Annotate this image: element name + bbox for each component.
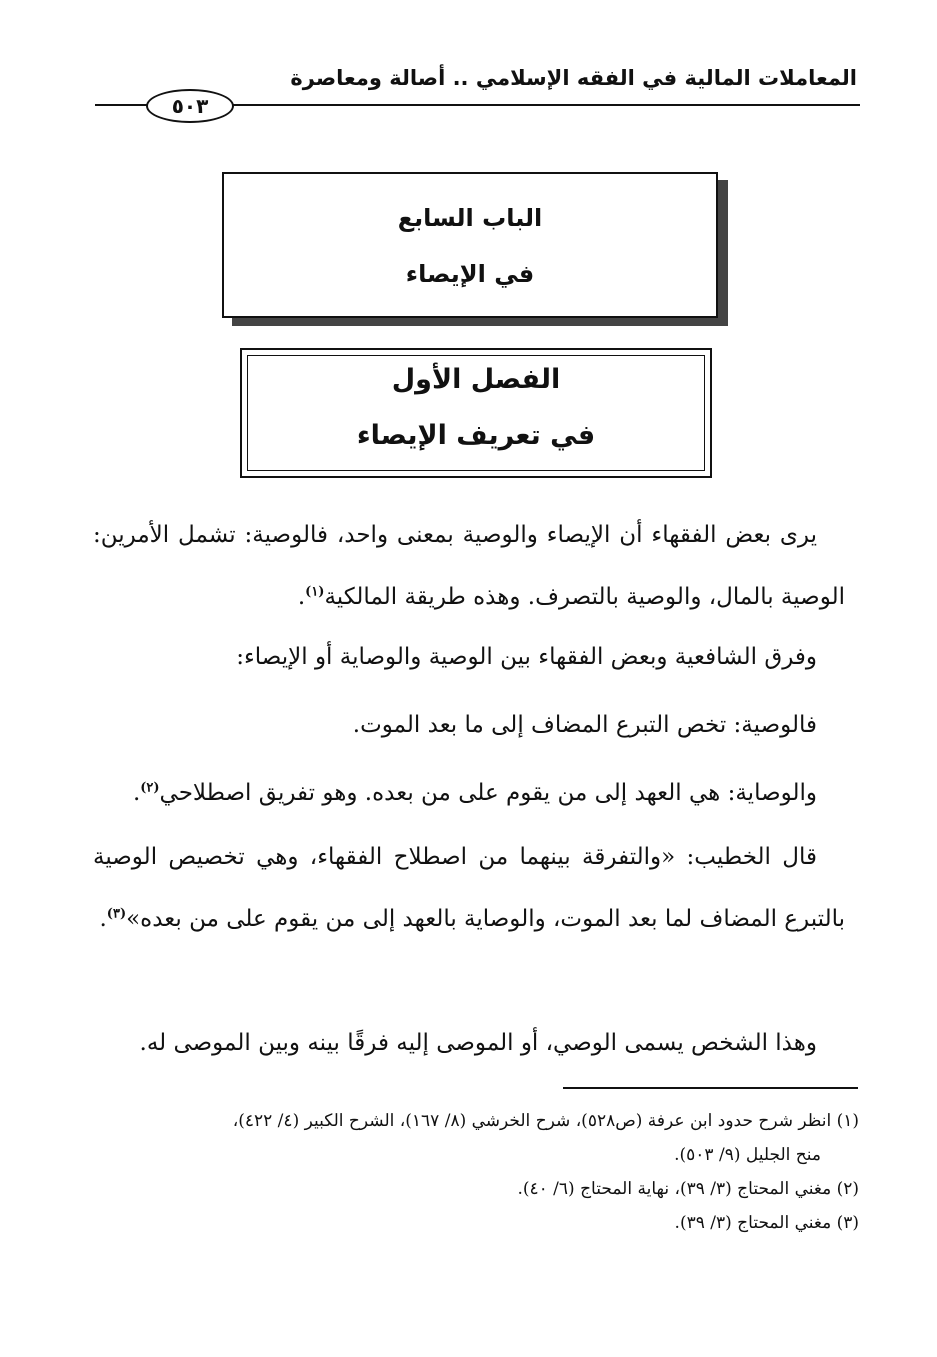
paragraph-4-end: . — [132, 780, 141, 806]
footnote-ref-3: (٣) — [106, 906, 127, 922]
footnotes — [89, 1104, 859, 1240]
page-number: ٥٠٣ — [146, 89, 234, 123]
paragraph-1 — [93, 504, 845, 628]
paragraph-6: وهذا الشخص يسمى الوصي، أو الموصى إليه فرقًا بينه وبين الموصى له. — [139, 1030, 817, 1056]
paragraph-5-text: قال الخطيب: «والتفرقة بينهما من اصطلاح الفقهاء، وهي تخصيص الوصية بالتبرع المضاف لما بعد الموت، والوصاية بالعهد إلى من يقوم على من بعده» — [93, 844, 845, 932]
paragraph-5 — [93, 826, 845, 950]
paragraph-3: فالوصية: تخص التبرع المضاف إلى ما بعد الموت. — [352, 712, 817, 738]
chapter-title-frame — [240, 348, 712, 478]
paragraph-1-end: . — [297, 584, 306, 610]
footnote-1-line-2: منح الجليل (٩/ ٥٠٣). — [674, 1145, 821, 1165]
footnote-ref-1: (١) — [305, 584, 325, 600]
paragraph-2: وفرق الشافعية وبعض الفقهاء بين الوصية والوصاية أو الإيصاء: — [236, 644, 817, 670]
chapter-subtitle: في تعريف الإيصاء — [356, 420, 596, 451]
footnote-1-line-1: (١) انظر شرح حدود ابن عرفة (ص٥٢٨)، شرح الخرشي (٨/ ١٦٧)، الشرح الكبير (٤/ ٤٢٢)، — [232, 1111, 859, 1131]
part-subtitle: في الإيصاء — [405, 260, 535, 288]
paragraph-4-text: والوصاية: هي العهد إلى من يقوم على من بعده. وهو تفريق اصطلاحي — [159, 780, 817, 806]
footnote-3: (٣) مغني المحتاج (٣/ ٣٩). — [674, 1213, 859, 1233]
footnote-2: (٢) مغني المحتاج (٣/ ٣٩)، نهاية المحتاج (٦/ ٤٠). — [517, 1179, 859, 1199]
paragraph-4 — [93, 762, 845, 824]
paragraph-1-text: يرى بعض الفقهاء أن الإيصاء والوصية بمعنى واحد، فالوصية: تشمل الأمرين: الوصية بالمال، والوصية بالتصرف. وهذه طريقة المالكية — [93, 522, 845, 610]
footnote-rule — [563, 1087, 858, 1089]
part-title: الباب السابع — [397, 204, 543, 232]
running-header: المعاملات المالية في الفقه الإسلامي .. أصالة ومعاصرة — [290, 66, 857, 90]
paragraph-5-end: . — [99, 906, 107, 932]
part-title-box — [222, 172, 718, 318]
footnote-ref-2: (٢) — [140, 780, 160, 796]
chapter-title: الفصل الأول — [391, 364, 561, 395]
